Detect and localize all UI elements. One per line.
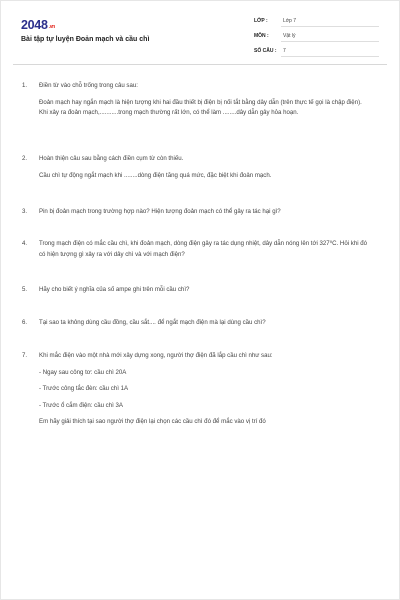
question-text: Hãy cho biết ý nghĩa của số ampe ghi trên mỗi cầu chì?: [39, 286, 190, 293]
question-line: - Ngay sau công tơ: cầu chì 20A: [39, 368, 127, 376]
question-text: Điền từ vào chỗ trống trong câu sau:: [39, 82, 138, 89]
logo-suffix: .vn: [48, 24, 55, 30]
question-7: [22, 351, 371, 428]
worksheet-title: Bài tập tự luyện Đoản mạch và cầu chì: [21, 36, 150, 43]
question-line: - Trước công tắc đèn: cầu chì 1A: [39, 385, 129, 392]
question-text: Hoàn thiện câu sau bằng cách điền cụm từ còn thiếu.: [39, 155, 184, 162]
question-number: 3.: [22, 208, 28, 215]
question-text: Pin bị đoản mạch trong trường hợp nào? Hiện tượng đoản mạch có thể gây ra tác hại gì?: [39, 208, 281, 215]
question-text: Tại sao ta không dùng cầu đồng, cầu sắt.... để ngắt mạch điện mà lại dùng cầu chì?: [39, 319, 266, 326]
question-body: Đoản mạch hay ngắn mạch là hiện tượng khi hai đầu thiết bị điện bị nối tắt bằng dây dẫn (trên thực tế gọi là chập điện). Khi xảy ra đoản mạch,...........trong mạch thường rất lớn, có thể làm ........dây dẫn gây hỏa hoạn.: [39, 98, 362, 116]
question-text: Trong mạch điện có mắc cầu chì, khi đoản mạch, dòng điện gây ra tác dụng nhiệt, dây dẫn nóng lên tới 327⁰C. Hỏi khi đó có hiện tượng gì xảy ra với dây chì và với mạch điện?: [39, 240, 368, 258]
question-line: - Trước ổ cắm điện: cầu chì 3A: [39, 401, 123, 409]
question-line: Em hãy giải thích tại sao người thợ điện lại chọn các cầu chì đó để mắc vào vị trí đó: [39, 418, 266, 425]
question-number: 1.: [22, 82, 28, 89]
question-number: 4.: [22, 240, 28, 247]
question-body: Cầu chì tự động ngắt mạch khi ........dòng điện tăng quá mức, đặc biệt khi đoản mạch.: [39, 171, 272, 179]
question-number: 6.: [22, 319, 28, 326]
meta-label: MÔN :: [254, 33, 269, 39]
header-divider: [13, 64, 387, 65]
question-number: 7.: [22, 352, 28, 359]
question-number: 2.: [22, 155, 28, 162]
question-3: [22, 207, 371, 218]
meta-label: SỐ CÂU :: [254, 48, 277, 54]
question-1: [22, 81, 371, 119]
question-5: [22, 285, 371, 296]
meta-value: 7: [283, 48, 286, 54]
question-4: [22, 239, 371, 260]
meta-underline: [281, 26, 379, 27]
question-2: [22, 154, 371, 181]
meta-label: LỚP :: [254, 18, 268, 24]
meta-underline: [281, 56, 379, 57]
question-text: Khi mắc điện vào một nhà mới xây dựng xong, người thợ điện đã lắp cầu chì như sau:: [39, 352, 273, 359]
logo-text: 2048: [21, 18, 48, 32]
meta-value: Lớp 7: [283, 18, 297, 24]
meta-value: Vật lý: [283, 33, 296, 39]
site-logo[interactable]: [21, 18, 55, 32]
question-6: [22, 318, 371, 329]
question-number: 5.: [22, 286, 28, 293]
meta-underline: [281, 41, 379, 42]
